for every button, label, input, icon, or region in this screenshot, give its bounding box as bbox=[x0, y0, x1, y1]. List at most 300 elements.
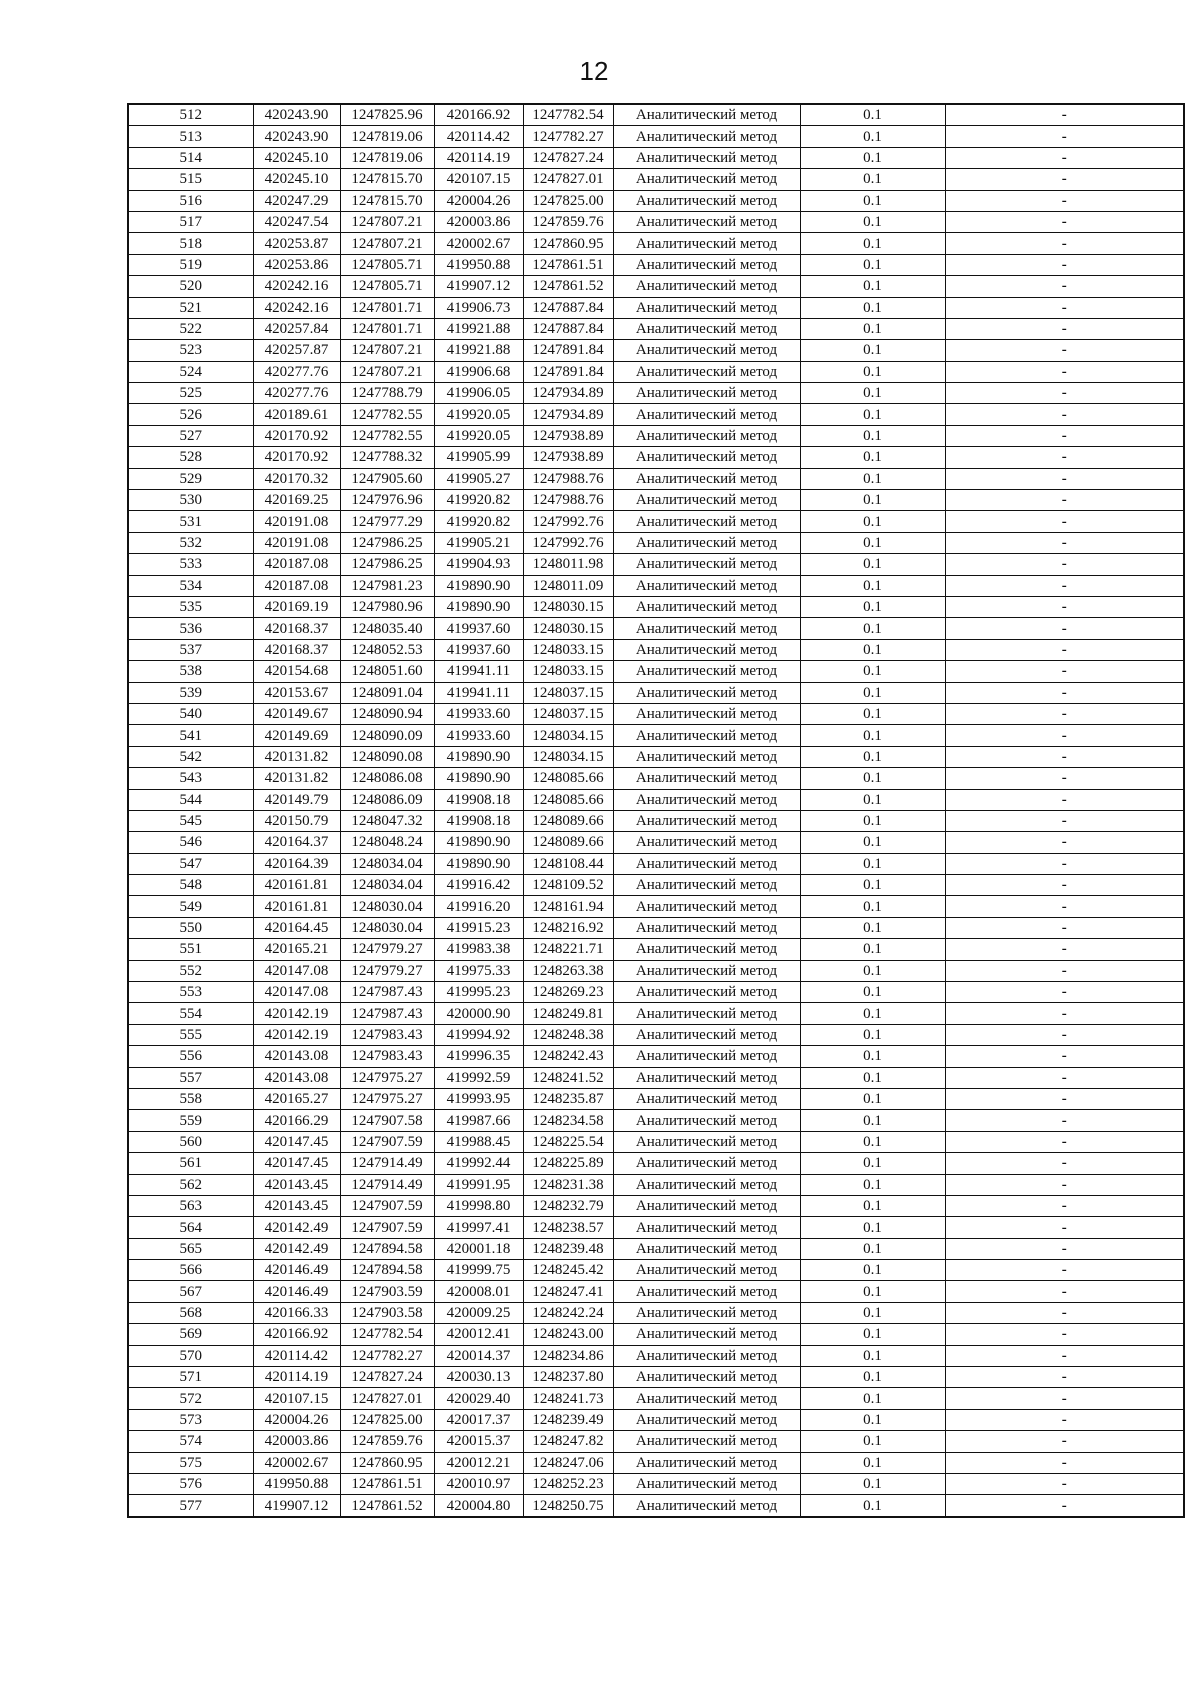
y1-cell: 1247801.71 bbox=[340, 318, 434, 339]
point-number-cell: 525 bbox=[128, 383, 253, 404]
method-cell: Аналитический метод bbox=[613, 1067, 800, 1088]
x1-cell: 420147.08 bbox=[253, 960, 340, 981]
point-number-cell: 515 bbox=[128, 169, 253, 190]
x2-cell: 420017.37 bbox=[434, 1409, 523, 1430]
precision-cell: 0.1 bbox=[800, 1281, 945, 1302]
table-row bbox=[128, 511, 1184, 532]
empty-value-cell: - bbox=[945, 190, 1184, 211]
point-number-cell: 569 bbox=[128, 1324, 253, 1345]
empty-value-cell: - bbox=[945, 1024, 1184, 1045]
empty-value-cell: - bbox=[945, 211, 1184, 232]
method-cell: Аналитический метод bbox=[613, 532, 800, 553]
method-cell: Аналитический метод bbox=[613, 1238, 800, 1259]
method-cell: Аналитический метод bbox=[613, 318, 800, 339]
point-number-cell: 565 bbox=[128, 1238, 253, 1259]
table-row bbox=[128, 853, 1184, 874]
table-row bbox=[128, 447, 1184, 468]
method-cell: Аналитический метод bbox=[613, 511, 800, 532]
y1-cell: 1247782.55 bbox=[340, 425, 434, 446]
y2-cell: 1248033.15 bbox=[523, 661, 613, 682]
y1-cell: 1247903.58 bbox=[340, 1302, 434, 1323]
x1-cell: 420247.29 bbox=[253, 190, 340, 211]
y1-cell: 1247979.27 bbox=[340, 939, 434, 960]
empty-value-cell: - bbox=[945, 1324, 1184, 1345]
precision-cell: 0.1 bbox=[800, 532, 945, 553]
precision-cell: 0.1 bbox=[800, 939, 945, 960]
precision-cell: 0.1 bbox=[800, 276, 945, 297]
x2-cell: 419933.60 bbox=[434, 703, 523, 724]
precision-cell: 0.1 bbox=[800, 490, 945, 511]
precision-cell: 0.1 bbox=[800, 917, 945, 938]
point-number-cell: 573 bbox=[128, 1409, 253, 1430]
y2-cell: 1248030.15 bbox=[523, 618, 613, 639]
point-number-cell: 543 bbox=[128, 768, 253, 789]
y1-cell: 1247914.49 bbox=[340, 1153, 434, 1174]
point-number-cell: 513 bbox=[128, 126, 253, 147]
method-cell: Аналитический метод bbox=[613, 233, 800, 254]
method-cell: Аналитический метод bbox=[613, 1409, 800, 1430]
x2-cell: 419905.99 bbox=[434, 447, 523, 468]
table-row bbox=[128, 340, 1184, 361]
y1-cell: 1247807.21 bbox=[340, 233, 434, 254]
x1-cell: 420170.32 bbox=[253, 468, 340, 489]
precision-cell: 0.1 bbox=[800, 832, 945, 853]
precision-cell: 0.1 bbox=[800, 1431, 945, 1452]
y1-cell: 1247807.21 bbox=[340, 340, 434, 361]
x2-cell: 420008.01 bbox=[434, 1281, 523, 1302]
precision-cell: 0.1 bbox=[800, 596, 945, 617]
point-number-cell: 544 bbox=[128, 789, 253, 810]
point-number-cell: 557 bbox=[128, 1067, 253, 1088]
y2-cell: 1248030.15 bbox=[523, 596, 613, 617]
table-row bbox=[128, 190, 1184, 211]
point-number-cell: 531 bbox=[128, 511, 253, 532]
y1-cell: 1248052.53 bbox=[340, 639, 434, 660]
x1-cell: 420164.37 bbox=[253, 832, 340, 853]
x2-cell: 419905.21 bbox=[434, 532, 523, 553]
point-number-cell: 528 bbox=[128, 447, 253, 468]
x2-cell: 419906.05 bbox=[434, 383, 523, 404]
precision-cell: 0.1 bbox=[800, 853, 945, 874]
x2-cell: 420012.21 bbox=[434, 1452, 523, 1473]
table-row bbox=[128, 789, 1184, 810]
empty-value-cell: - bbox=[945, 639, 1184, 660]
precision-cell: 0.1 bbox=[800, 810, 945, 831]
y2-cell: 1247827.01 bbox=[523, 169, 613, 190]
empty-value-cell: - bbox=[945, 1495, 1184, 1517]
method-cell: Аналитический метод bbox=[613, 1367, 800, 1388]
x2-cell: 419921.88 bbox=[434, 318, 523, 339]
y1-cell: 1247907.59 bbox=[340, 1217, 434, 1238]
x2-cell: 419916.20 bbox=[434, 896, 523, 917]
table-row bbox=[128, 1474, 1184, 1495]
precision-cell: 0.1 bbox=[800, 575, 945, 596]
precision-cell: 0.1 bbox=[800, 682, 945, 703]
x1-cell: 420142.49 bbox=[253, 1217, 340, 1238]
x2-cell: 419920.05 bbox=[434, 425, 523, 446]
table-row bbox=[128, 1003, 1184, 1024]
method-cell: Аналитический метод bbox=[613, 126, 800, 147]
x1-cell: 420147.45 bbox=[253, 1131, 340, 1152]
precision-cell: 0.1 bbox=[800, 1302, 945, 1323]
precision-cell: 0.1 bbox=[800, 1474, 945, 1495]
x1-cell: 420002.67 bbox=[253, 1452, 340, 1473]
point-number-cell: 533 bbox=[128, 554, 253, 575]
y2-cell: 1248108.44 bbox=[523, 853, 613, 874]
precision-cell: 0.1 bbox=[800, 960, 945, 981]
table-row bbox=[128, 1281, 1184, 1302]
precision-cell: 0.1 bbox=[800, 361, 945, 382]
x2-cell: 419993.95 bbox=[434, 1088, 523, 1109]
point-number-cell: 519 bbox=[128, 254, 253, 275]
x2-cell: 419937.60 bbox=[434, 618, 523, 639]
table-row bbox=[128, 1388, 1184, 1409]
y2-cell: 1247891.84 bbox=[523, 340, 613, 361]
method-cell: Аналитический метод bbox=[613, 297, 800, 318]
empty-value-cell: - bbox=[945, 960, 1184, 981]
method-cell: Аналитический метод bbox=[613, 1024, 800, 1045]
x2-cell: 419916.42 bbox=[434, 875, 523, 896]
point-number-cell: 547 bbox=[128, 853, 253, 874]
x1-cell: 420253.87 bbox=[253, 233, 340, 254]
empty-value-cell: - bbox=[945, 1088, 1184, 1109]
x2-cell: 419890.90 bbox=[434, 596, 523, 617]
table-row bbox=[128, 1046, 1184, 1067]
table-row bbox=[128, 703, 1184, 724]
y1-cell: 1247825.00 bbox=[340, 1409, 434, 1430]
precision-cell: 0.1 bbox=[800, 1153, 945, 1174]
precision-cell: 0.1 bbox=[800, 789, 945, 810]
method-cell: Аналитический метод bbox=[613, 1153, 800, 1174]
point-number-cell: 568 bbox=[128, 1302, 253, 1323]
empty-value-cell: - bbox=[945, 1067, 1184, 1088]
y2-cell: 1247938.89 bbox=[523, 447, 613, 468]
table-row bbox=[128, 1431, 1184, 1452]
y1-cell: 1247807.21 bbox=[340, 211, 434, 232]
empty-value-cell: - bbox=[945, 575, 1184, 596]
point-number-cell: 542 bbox=[128, 746, 253, 767]
empty-value-cell: - bbox=[945, 554, 1184, 575]
table-row bbox=[128, 832, 1184, 853]
y2-cell: 1247859.76 bbox=[523, 211, 613, 232]
x2-cell: 420166.92 bbox=[434, 104, 523, 126]
x1-cell: 420150.79 bbox=[253, 810, 340, 831]
x2-cell: 420001.18 bbox=[434, 1238, 523, 1259]
precision-cell: 0.1 bbox=[800, 297, 945, 318]
empty-value-cell: - bbox=[945, 746, 1184, 767]
y1-cell: 1247788.32 bbox=[340, 447, 434, 468]
table-row bbox=[128, 661, 1184, 682]
precision-cell: 0.1 bbox=[800, 1195, 945, 1216]
y1-cell: 1248090.09 bbox=[340, 725, 434, 746]
table-row bbox=[128, 404, 1184, 425]
precision-cell: 0.1 bbox=[800, 1388, 945, 1409]
empty-value-cell: - bbox=[945, 361, 1184, 382]
method-cell: Аналитический метод bbox=[613, 703, 800, 724]
table-row bbox=[128, 425, 1184, 446]
y1-cell: 1248030.04 bbox=[340, 896, 434, 917]
y1-cell: 1247807.21 bbox=[340, 361, 434, 382]
x1-cell: 420257.84 bbox=[253, 318, 340, 339]
empty-value-cell: - bbox=[945, 447, 1184, 468]
precision-cell: 0.1 bbox=[800, 254, 945, 275]
x1-cell: 420253.86 bbox=[253, 254, 340, 275]
x1-cell: 420170.92 bbox=[253, 425, 340, 446]
method-cell: Аналитический метод bbox=[613, 1431, 800, 1452]
empty-value-cell: - bbox=[945, 661, 1184, 682]
x1-cell: 420142.49 bbox=[253, 1238, 340, 1259]
x2-cell: 419890.90 bbox=[434, 832, 523, 853]
x2-cell: 420030.13 bbox=[434, 1367, 523, 1388]
x2-cell: 420004.26 bbox=[434, 190, 523, 211]
empty-value-cell: - bbox=[945, 1238, 1184, 1259]
y1-cell: 1247986.25 bbox=[340, 532, 434, 553]
y2-cell: 1248085.66 bbox=[523, 789, 613, 810]
point-number-cell: 548 bbox=[128, 875, 253, 896]
y1-cell: 1248034.04 bbox=[340, 875, 434, 896]
y1-cell: 1247819.06 bbox=[340, 126, 434, 147]
y1-cell: 1248047.32 bbox=[340, 810, 434, 831]
x1-cell: 420247.54 bbox=[253, 211, 340, 232]
x1-cell: 420131.82 bbox=[253, 746, 340, 767]
empty-value-cell: - bbox=[945, 511, 1184, 532]
precision-cell: 0.1 bbox=[800, 169, 945, 190]
x2-cell: 419998.80 bbox=[434, 1195, 523, 1216]
x1-cell: 420169.19 bbox=[253, 596, 340, 617]
point-number-cell: 532 bbox=[128, 532, 253, 553]
x2-cell: 419921.88 bbox=[434, 340, 523, 361]
point-number-cell: 526 bbox=[128, 404, 253, 425]
point-number-cell: 553 bbox=[128, 982, 253, 1003]
precision-cell: 0.1 bbox=[800, 1495, 945, 1517]
method-cell: Аналитический метод bbox=[613, 104, 800, 126]
precision-cell: 0.1 bbox=[800, 875, 945, 896]
point-number-cell: 535 bbox=[128, 596, 253, 617]
x1-cell: 420165.21 bbox=[253, 939, 340, 960]
y1-cell: 1247983.43 bbox=[340, 1024, 434, 1045]
table-row bbox=[128, 1238, 1184, 1259]
method-cell: Аналитический метод bbox=[613, 1131, 800, 1152]
point-number-cell: 530 bbox=[128, 490, 253, 511]
point-number-cell: 550 bbox=[128, 917, 253, 938]
precision-cell: 0.1 bbox=[800, 233, 945, 254]
x1-cell: 420154.68 bbox=[253, 661, 340, 682]
y1-cell: 1247819.06 bbox=[340, 147, 434, 168]
x2-cell: 420002.67 bbox=[434, 233, 523, 254]
method-cell: Аналитический метод bbox=[613, 490, 800, 511]
table-row bbox=[128, 211, 1184, 232]
x2-cell: 420000.90 bbox=[434, 1003, 523, 1024]
y1-cell: 1247782.54 bbox=[340, 1324, 434, 1345]
x2-cell: 419907.12 bbox=[434, 276, 523, 297]
y2-cell: 1248225.89 bbox=[523, 1153, 613, 1174]
point-number-cell: 524 bbox=[128, 361, 253, 382]
precision-cell: 0.1 bbox=[800, 554, 945, 575]
y2-cell: 1248249.81 bbox=[523, 1003, 613, 1024]
table-row bbox=[128, 147, 1184, 168]
y2-cell: 1247891.84 bbox=[523, 361, 613, 382]
y1-cell: 1247903.59 bbox=[340, 1281, 434, 1302]
x1-cell: 420143.08 bbox=[253, 1046, 340, 1067]
y1-cell: 1248035.40 bbox=[340, 618, 434, 639]
x1-cell: 420166.92 bbox=[253, 1324, 340, 1345]
empty-value-cell: - bbox=[945, 425, 1184, 446]
method-cell: Аналитический метод bbox=[613, 468, 800, 489]
y1-cell: 1247907.59 bbox=[340, 1131, 434, 1152]
x2-cell: 419994.92 bbox=[434, 1024, 523, 1045]
y2-cell: 1248269.23 bbox=[523, 982, 613, 1003]
y2-cell: 1247827.24 bbox=[523, 147, 613, 168]
empty-value-cell: - bbox=[945, 532, 1184, 553]
table-row bbox=[128, 1495, 1184, 1517]
y1-cell: 1247805.71 bbox=[340, 276, 434, 297]
x1-cell: 420191.08 bbox=[253, 532, 340, 553]
y1-cell: 1247905.60 bbox=[340, 468, 434, 489]
point-number-cell: 539 bbox=[128, 682, 253, 703]
y2-cell: 1248247.06 bbox=[523, 1452, 613, 1473]
y2-cell: 1248241.73 bbox=[523, 1388, 613, 1409]
x1-cell: 420107.15 bbox=[253, 1388, 340, 1409]
precision-cell: 0.1 bbox=[800, 1024, 945, 1045]
y2-cell: 1248034.15 bbox=[523, 746, 613, 767]
table-row bbox=[128, 725, 1184, 746]
y2-cell: 1248234.86 bbox=[523, 1345, 613, 1366]
y2-cell: 1248247.41 bbox=[523, 1281, 613, 1302]
precision-cell: 0.1 bbox=[800, 1238, 945, 1259]
x1-cell: 420149.79 bbox=[253, 789, 340, 810]
point-number-cell: 562 bbox=[128, 1174, 253, 1195]
y2-cell: 1247934.89 bbox=[523, 383, 613, 404]
method-cell: Аналитический метод bbox=[613, 383, 800, 404]
empty-value-cell: - bbox=[945, 1452, 1184, 1473]
y2-cell: 1248034.15 bbox=[523, 725, 613, 746]
y2-cell: 1248161.94 bbox=[523, 896, 613, 917]
empty-value-cell: - bbox=[945, 917, 1184, 938]
precision-cell: 0.1 bbox=[800, 703, 945, 724]
x2-cell: 420012.41 bbox=[434, 1324, 523, 1345]
table-row bbox=[128, 810, 1184, 831]
point-number-cell: 575 bbox=[128, 1452, 253, 1473]
y1-cell: 1247894.58 bbox=[340, 1260, 434, 1281]
empty-value-cell: - bbox=[945, 1174, 1184, 1195]
method-cell: Аналитический метод bbox=[613, 682, 800, 703]
table-row bbox=[128, 746, 1184, 767]
method-cell: Аналитический метод bbox=[613, 1281, 800, 1302]
precision-cell: 0.1 bbox=[800, 1088, 945, 1109]
y2-cell: 1248221.71 bbox=[523, 939, 613, 960]
x1-cell: 420161.81 bbox=[253, 875, 340, 896]
x2-cell: 420114.42 bbox=[434, 126, 523, 147]
empty-value-cell: - bbox=[945, 725, 1184, 746]
x2-cell: 420004.80 bbox=[434, 1495, 523, 1517]
table-row bbox=[128, 639, 1184, 660]
x2-cell: 419983.38 bbox=[434, 939, 523, 960]
y1-cell: 1248090.94 bbox=[340, 703, 434, 724]
page-number: 12 bbox=[579, 56, 609, 86]
point-number-cell: 556 bbox=[128, 1046, 253, 1067]
x2-cell: 419996.35 bbox=[434, 1046, 523, 1067]
precision-cell: 0.1 bbox=[800, 318, 945, 339]
method-cell: Аналитический метод bbox=[613, 596, 800, 617]
table-row bbox=[128, 1024, 1184, 1045]
empty-value-cell: - bbox=[945, 233, 1184, 254]
y1-cell: 1247860.95 bbox=[340, 1452, 434, 1473]
y2-cell: 1248242.43 bbox=[523, 1046, 613, 1067]
x1-cell: 420166.29 bbox=[253, 1110, 340, 1131]
y2-cell: 1247992.76 bbox=[523, 532, 613, 553]
x1-cell: 420166.33 bbox=[253, 1302, 340, 1323]
point-number-cell: 520 bbox=[128, 276, 253, 297]
x2-cell: 419975.33 bbox=[434, 960, 523, 981]
y1-cell: 1247801.71 bbox=[340, 297, 434, 318]
empty-value-cell: - bbox=[945, 939, 1184, 960]
point-number-cell: 554 bbox=[128, 1003, 253, 1024]
x1-cell: 420143.45 bbox=[253, 1195, 340, 1216]
y1-cell: 1247979.27 bbox=[340, 960, 434, 981]
point-number-cell: 534 bbox=[128, 575, 253, 596]
y2-cell: 1247782.27 bbox=[523, 126, 613, 147]
empty-value-cell: - bbox=[945, 1131, 1184, 1152]
x1-cell: 420143.08 bbox=[253, 1067, 340, 1088]
empty-value-cell: - bbox=[945, 490, 1184, 511]
method-cell: Аналитический метод bbox=[613, 1217, 800, 1238]
table-row bbox=[128, 1452, 1184, 1473]
y2-cell: 1248248.38 bbox=[523, 1024, 613, 1045]
empty-value-cell: - bbox=[945, 276, 1184, 297]
y2-cell: 1247861.52 bbox=[523, 276, 613, 297]
y1-cell: 1247986.25 bbox=[340, 554, 434, 575]
x1-cell: 420277.76 bbox=[253, 383, 340, 404]
y2-cell: 1248245.42 bbox=[523, 1260, 613, 1281]
x2-cell: 419997.41 bbox=[434, 1217, 523, 1238]
table-row bbox=[128, 532, 1184, 553]
empty-value-cell: - bbox=[945, 1003, 1184, 1024]
empty-value-cell: - bbox=[945, 297, 1184, 318]
point-number-cell: 577 bbox=[128, 1495, 253, 1517]
point-number-cell: 545 bbox=[128, 810, 253, 831]
table-row bbox=[128, 233, 1184, 254]
y2-cell: 1248242.24 bbox=[523, 1302, 613, 1323]
point-number-cell: 517 bbox=[128, 211, 253, 232]
precision-cell: 0.1 bbox=[800, 618, 945, 639]
precision-cell: 0.1 bbox=[800, 1217, 945, 1238]
method-cell: Аналитический метод bbox=[613, 147, 800, 168]
x2-cell: 420009.25 bbox=[434, 1302, 523, 1323]
point-number-cell: 518 bbox=[128, 233, 253, 254]
precision-cell: 0.1 bbox=[800, 1452, 945, 1473]
x1-cell: 420187.08 bbox=[253, 575, 340, 596]
x2-cell: 419988.45 bbox=[434, 1131, 523, 1152]
empty-value-cell: - bbox=[945, 596, 1184, 617]
y1-cell: 1247782.27 bbox=[340, 1345, 434, 1366]
x2-cell: 419890.90 bbox=[434, 768, 523, 789]
precision-cell: 0.1 bbox=[800, 1067, 945, 1088]
y1-cell: 1247861.51 bbox=[340, 1474, 434, 1495]
point-number-cell: 564 bbox=[128, 1217, 253, 1238]
empty-value-cell: - bbox=[945, 1153, 1184, 1174]
y2-cell: 1248235.87 bbox=[523, 1088, 613, 1109]
y2-cell: 1248238.57 bbox=[523, 1217, 613, 1238]
precision-cell: 0.1 bbox=[800, 982, 945, 1003]
empty-value-cell: - bbox=[945, 768, 1184, 789]
method-cell: Аналитический метод bbox=[613, 768, 800, 789]
method-cell: Аналитический метод bbox=[613, 169, 800, 190]
x1-cell: 420189.61 bbox=[253, 404, 340, 425]
y1-cell: 1247987.43 bbox=[340, 1003, 434, 1024]
point-number-cell: 523 bbox=[128, 340, 253, 361]
y2-cell: 1248216.92 bbox=[523, 917, 613, 938]
x1-cell: 420168.37 bbox=[253, 618, 340, 639]
